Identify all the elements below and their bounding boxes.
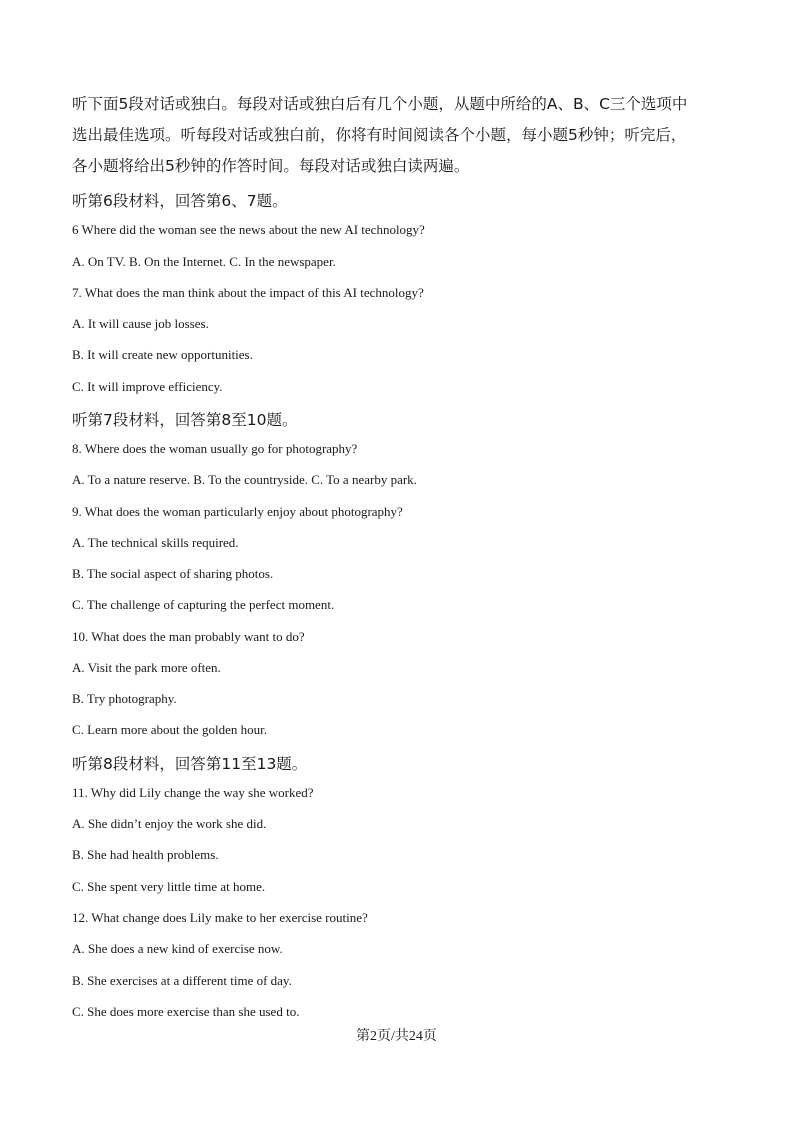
question-7-option-a: A. It will cause job losses. — [72, 316, 209, 331]
question-11-option-a: A. She didn’t enjoy the work she did. — [72, 816, 267, 831]
question-6-options: A. On TV. B. On the Internet. C. In the newspaper. — [72, 254, 336, 269]
question-10-option-a: A. Visit the park more often. — [72, 660, 221, 675]
question-12-option-c: C. She does more exercise than she used to. — [72, 1004, 300, 1019]
question-9-option-c: C. The challenge of capturing the perfect moment. — [72, 597, 335, 612]
question-8-options: A. To a nature reserve. B. To the countryside. C. To a nearby park. — [72, 472, 417, 487]
section-heading-6: 听第6段材料，回答第6、7题。 — [72, 192, 288, 210]
question-9: 9. What does the woman particularly enjoy about photography? — [72, 504, 403, 519]
instruction-line: 选出最佳选项。听每段对话或独白前，你将有时间阅读各个小题，每小题5秒钟；听完后， — [72, 126, 687, 144]
question-11: 11. Why did Lily change the way she worked? — [72, 785, 314, 800]
page-number-footer: 第2页/共24页 — [356, 1029, 437, 1044]
question-11-option-c: C. She spent very little time at home. — [72, 879, 266, 894]
question-7-option-c: C. It will improve efficiency. — [72, 379, 223, 394]
listening-instructions — [72, 89, 732, 182]
question-10-option-b: B. Try photography. — [72, 691, 177, 706]
question-9-option-a: A. The technical skills required. — [72, 535, 239, 550]
question-12: 12. What change does Lily make to her exercise routine? — [72, 910, 368, 925]
instruction-line: 各小题将给出5秒钟的作答时间。每段对话或独白读两遍。 — [72, 157, 470, 175]
instruction-line: 听下面5段对话或独白。每段对话或独白后有几个小题，从题中所给的A、B、C三个选项中 — [72, 95, 688, 113]
question-8: 8. Where does the woman usually go for photography? — [72, 441, 358, 456]
question-10: 10. What does the man probably want to do? — [72, 629, 305, 644]
section-heading-8: 听第8段材料，回答第11至13题。 — [72, 755, 308, 773]
question-6: 6 Where did the woman see the news about the new AI technology? — [72, 222, 425, 237]
question-11-option-b: B. She had health problems. — [72, 847, 219, 862]
question-9-option-b: B. The social aspect of sharing photos. — [72, 566, 274, 581]
question-7-option-b: B. It will create new opportunities. — [72, 347, 253, 362]
section-heading-7: 听第7段材料，回答第8至10题。 — [72, 411, 298, 429]
question-12-option-b: B. She exercises at a different time of day. — [72, 973, 292, 988]
question-12-option-a: A. She does a new kind of exercise now. — [72, 941, 283, 956]
question-10-option-c: C. Learn more about the golden hour. — [72, 722, 267, 737]
question-7: 7. What does the man think about the impact of this AI technology? — [72, 285, 424, 300]
